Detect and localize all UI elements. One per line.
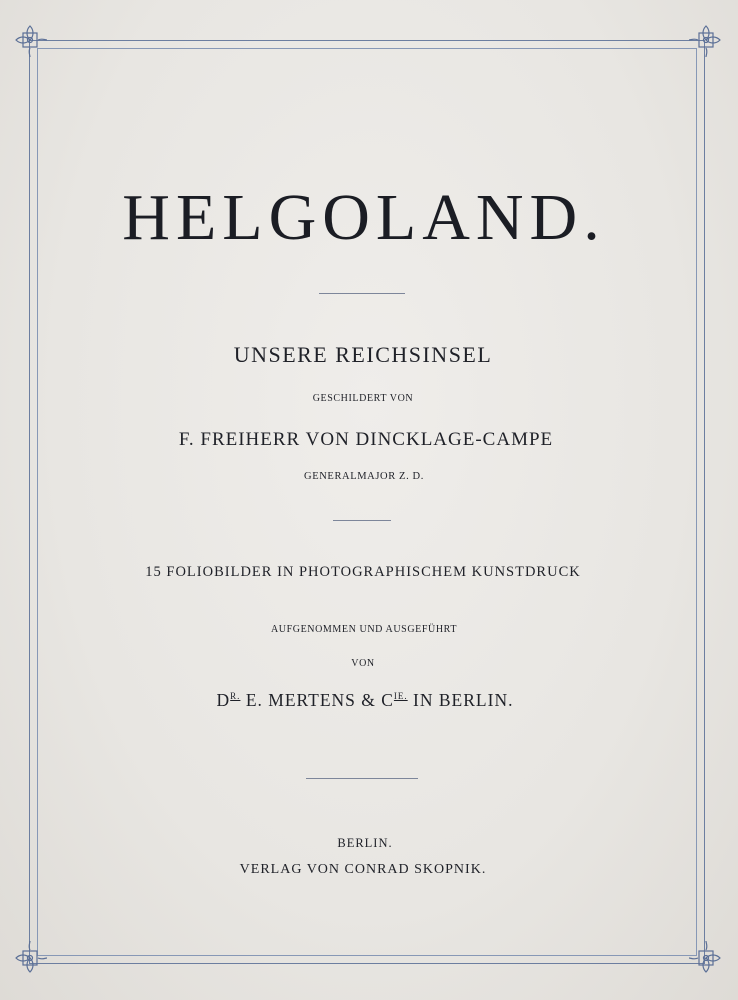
described-by-label: GESCHILDERT VON — [312, 393, 414, 404]
author-name: F. FREIHERR VON DINCKLAGE-CAMPE — [178, 429, 554, 450]
publication-place: BERLIN. — [337, 836, 393, 850]
photographer-dr-sup: R. — [230, 691, 241, 702]
subtitle: UNSERE REICHSINSEL — [233, 342, 493, 367]
corner-ornament-icon — [688, 24, 722, 58]
photographer-co-sup: IE. — [393, 691, 408, 702]
divider-rule — [319, 293, 405, 294]
corner-ornament-icon — [14, 24, 48, 58]
publisher: VERLAG VON CONRAD SKOPNIK. — [239, 862, 487, 877]
photographer-credit — [0, 690, 734, 711]
plates-description: 15 FOLIOBILDER IN PHOTOGRAPHISCHEM KUNSTDRUCK — [145, 564, 581, 580]
author-rank: GENERALMAJOR Z. D. — [304, 471, 424, 482]
page-title: HELGOLAND. — [122, 181, 606, 254]
photographer-place: IN BERLIN. — [407, 690, 514, 710]
divider-rule — [333, 520, 391, 521]
divider-rule — [306, 778, 418, 779]
recorded-label: AUFGENOMMEN UND AUSGEFÜHRT — [270, 624, 458, 635]
photographer-name: E. MERTENS & C — [240, 690, 394, 710]
corner-ornament-icon — [14, 940, 48, 974]
corner-ornament-icon — [688, 940, 722, 974]
by-label: VON — [351, 658, 375, 669]
photographer-dr: D — [216, 690, 231, 710]
